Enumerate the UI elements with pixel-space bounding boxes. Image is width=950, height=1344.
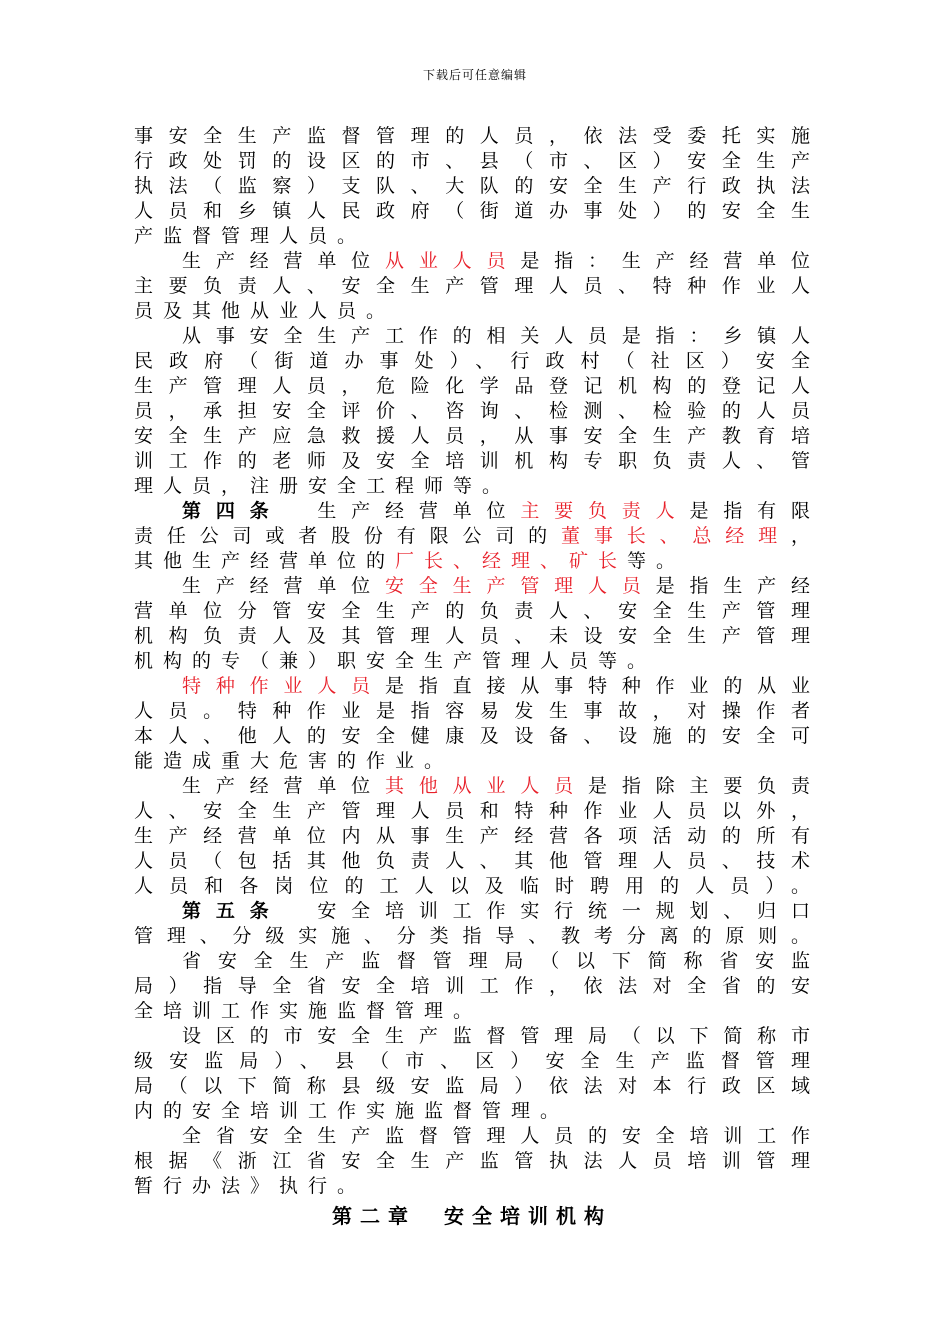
text-span: 是指有限 <box>689 500 810 522</box>
text-span: 机构负责人及其管理人员、未设安全生产管理 <box>134 625 810 647</box>
text-span: 全培训工作实施监督管理。 <box>134 1000 483 1022</box>
text-span: 级安监局）、县（市、区）安全生产监督管理 <box>134 1050 810 1072</box>
text-line <box>134 149 810 174</box>
text-span: 内的安全培训工作实施监督管理。 <box>134 1100 570 1122</box>
highlighted-term: 厂长、经理、矿长 <box>395 550 628 572</box>
text-span: 责任公司或者股份有限公司的 <box>134 525 562 547</box>
text-line <box>134 1099 810 1124</box>
text-line <box>134 924 810 949</box>
text-line <box>134 1074 810 1099</box>
text-line <box>134 774 810 799</box>
text-line <box>134 949 810 974</box>
text-span: 主要负责人、安全生产管理人员、特种作业人 <box>134 275 810 297</box>
text-line <box>134 549 810 574</box>
text-line <box>134 249 810 274</box>
text-span: 管理、分级实施、分类指导、教考分离的原则。 <box>134 925 810 947</box>
text-line <box>134 824 810 849</box>
article-number: 第五条 <box>182 900 284 922</box>
text-span: 人、安全生产管理人员和特种作业人员以外， <box>134 800 810 822</box>
text-span: 生产经营单位 <box>283 500 521 522</box>
highlighted-term: 其他从业人员 <box>385 775 588 797</box>
text-span: 生产经营单位 <box>182 775 385 797</box>
text-span: 其他生产经营单位的 <box>134 550 396 572</box>
highlighted-term: 董事长、总经理 <box>561 525 791 547</box>
text-span: 等。 <box>627 550 686 572</box>
text-span: 人员和各岗位的工人以及临时聘用的人员）。 <box>134 875 810 897</box>
text-span: 设区的市安全生产监督管理局（以下简称市 <box>182 1025 810 1047</box>
text-span: 事安全生产监督管理的人员，依法受委托实施 <box>134 125 810 147</box>
text-span: 是指生产经 <box>655 575 810 597</box>
highlighted-term: 从业人员 <box>385 250 521 272</box>
text-line <box>134 199 810 224</box>
text-span: 训工作的老师及安全培训机构专职负责人、管 <box>134 450 810 472</box>
text-line <box>134 324 810 349</box>
text-line <box>134 574 810 599</box>
text-span: 是指直接从事特种作业的从业 <box>385 675 810 697</box>
text-line <box>134 349 810 374</box>
text-line <box>134 1049 810 1074</box>
text-span: 民政府（街道办事处）、行政村（社区）安全 <box>134 350 810 372</box>
highlighted-term: 主要负责人 <box>520 500 690 522</box>
highlighted-term: 安全生产管理人员 <box>385 575 656 597</box>
text-line <box>134 624 810 649</box>
text-line <box>134 1124 810 1149</box>
text-line <box>134 274 810 299</box>
text-span: 员及其他从业人员。 <box>134 300 396 322</box>
text-span: 是指：生产经营单位 <box>520 250 810 272</box>
text-line <box>134 899 810 924</box>
text-span: 生产经营单位 <box>182 250 385 272</box>
article-number: 第四条 <box>182 500 284 522</box>
text-line <box>134 599 810 624</box>
text-span: 省安全生产监督管理局（以下简称省安监 <box>182 950 810 972</box>
document-body <box>134 124 810 1233</box>
text-line <box>134 874 810 899</box>
text-span: 是指除主要负责 <box>588 775 810 797</box>
text-span: 本人、他人的安全健康及设备、设施的安全可 <box>134 725 810 747</box>
text-line <box>134 799 810 824</box>
text-line <box>134 749 810 774</box>
text-lines <box>134 124 810 1199</box>
text-line <box>134 649 810 674</box>
text-span: 行政处罚的设区的市、县（市、区）安全生产 <box>134 150 810 172</box>
text-line <box>134 299 810 324</box>
text-line <box>134 1024 810 1049</box>
text-span: 人员（包括其他负责人、其他管理人员、技术 <box>134 850 810 872</box>
text-span: 根据《浙江省安全生产监管执法人员培训管理 <box>134 1150 810 1172</box>
page-header: 下载后可任意编辑 <box>422 68 527 82</box>
text-line <box>134 674 810 699</box>
chapter-title: 第二章 安全培训机构 <box>332 1204 612 1228</box>
text-span: 局）指导全省安全培训工作，依法对全省的安 <box>134 975 810 997</box>
text-line <box>134 1149 810 1174</box>
text-span: 营单位分管安全生产的负责人、安全生产管理 <box>134 600 810 622</box>
text-line <box>134 999 810 1024</box>
text-span: 生产经营单位 <box>182 575 385 597</box>
text-span: 人员和乡镇人民政府（街道办事处）的安全生 <box>134 200 810 222</box>
highlighted-term: 特种作业人员 <box>182 675 385 697</box>
text-span: 理人员，注册安全工程师等。 <box>134 475 512 497</box>
text-span: 机构的专（兼）职安全生产管理人员等。 <box>134 650 657 672</box>
text-line <box>134 399 810 424</box>
text-span: 产监督管理人员。 <box>134 225 367 247</box>
text-line <box>134 1174 810 1199</box>
text-span: 从事安全生产工作的相关人员是指：乡镇人 <box>182 325 810 347</box>
text-line <box>134 374 810 399</box>
text-line <box>134 124 810 149</box>
text-span: 暂行办法》执行。 <box>134 1175 367 1197</box>
text-span: 安全生产应急救援人员，从事安全生产教育培 <box>134 425 810 447</box>
text-span: 人员。特种作业是指容易发生事故，对操作者 <box>134 700 810 722</box>
text-line <box>134 449 810 474</box>
text-line <box>134 474 810 499</box>
text-span: 员，承担安全评价、咨询、检测、检验的人员 <box>134 400 810 422</box>
text-span: 能造成重大危害的作业。 <box>134 750 454 772</box>
text-line <box>134 224 810 249</box>
text-line <box>134 724 810 749</box>
text-line <box>134 849 810 874</box>
text-line <box>134 524 810 549</box>
text-span: 生产管理人员，危险化学品登记机构的登记人 <box>134 375 810 397</box>
text-line <box>134 424 810 449</box>
text-line <box>134 174 810 199</box>
text-line <box>134 499 810 524</box>
text-span: 全省安全生产监督管理人员的安全培训工作 <box>182 1125 810 1147</box>
text-span: 局（以下简称县级安监局）依法对本行政区域 <box>134 1075 810 1097</box>
text-span: 生产经营单位内从事生产经营各项活动的所有 <box>134 825 810 847</box>
text-line <box>134 699 810 724</box>
text-span: 安全培训工作实行统一规划、归口 <box>283 900 810 922</box>
text-span: 执法（监察）支队、大队的安全生产行政执法 <box>134 175 810 197</box>
text-span: ， <box>790 525 810 547</box>
text-line <box>134 974 810 999</box>
